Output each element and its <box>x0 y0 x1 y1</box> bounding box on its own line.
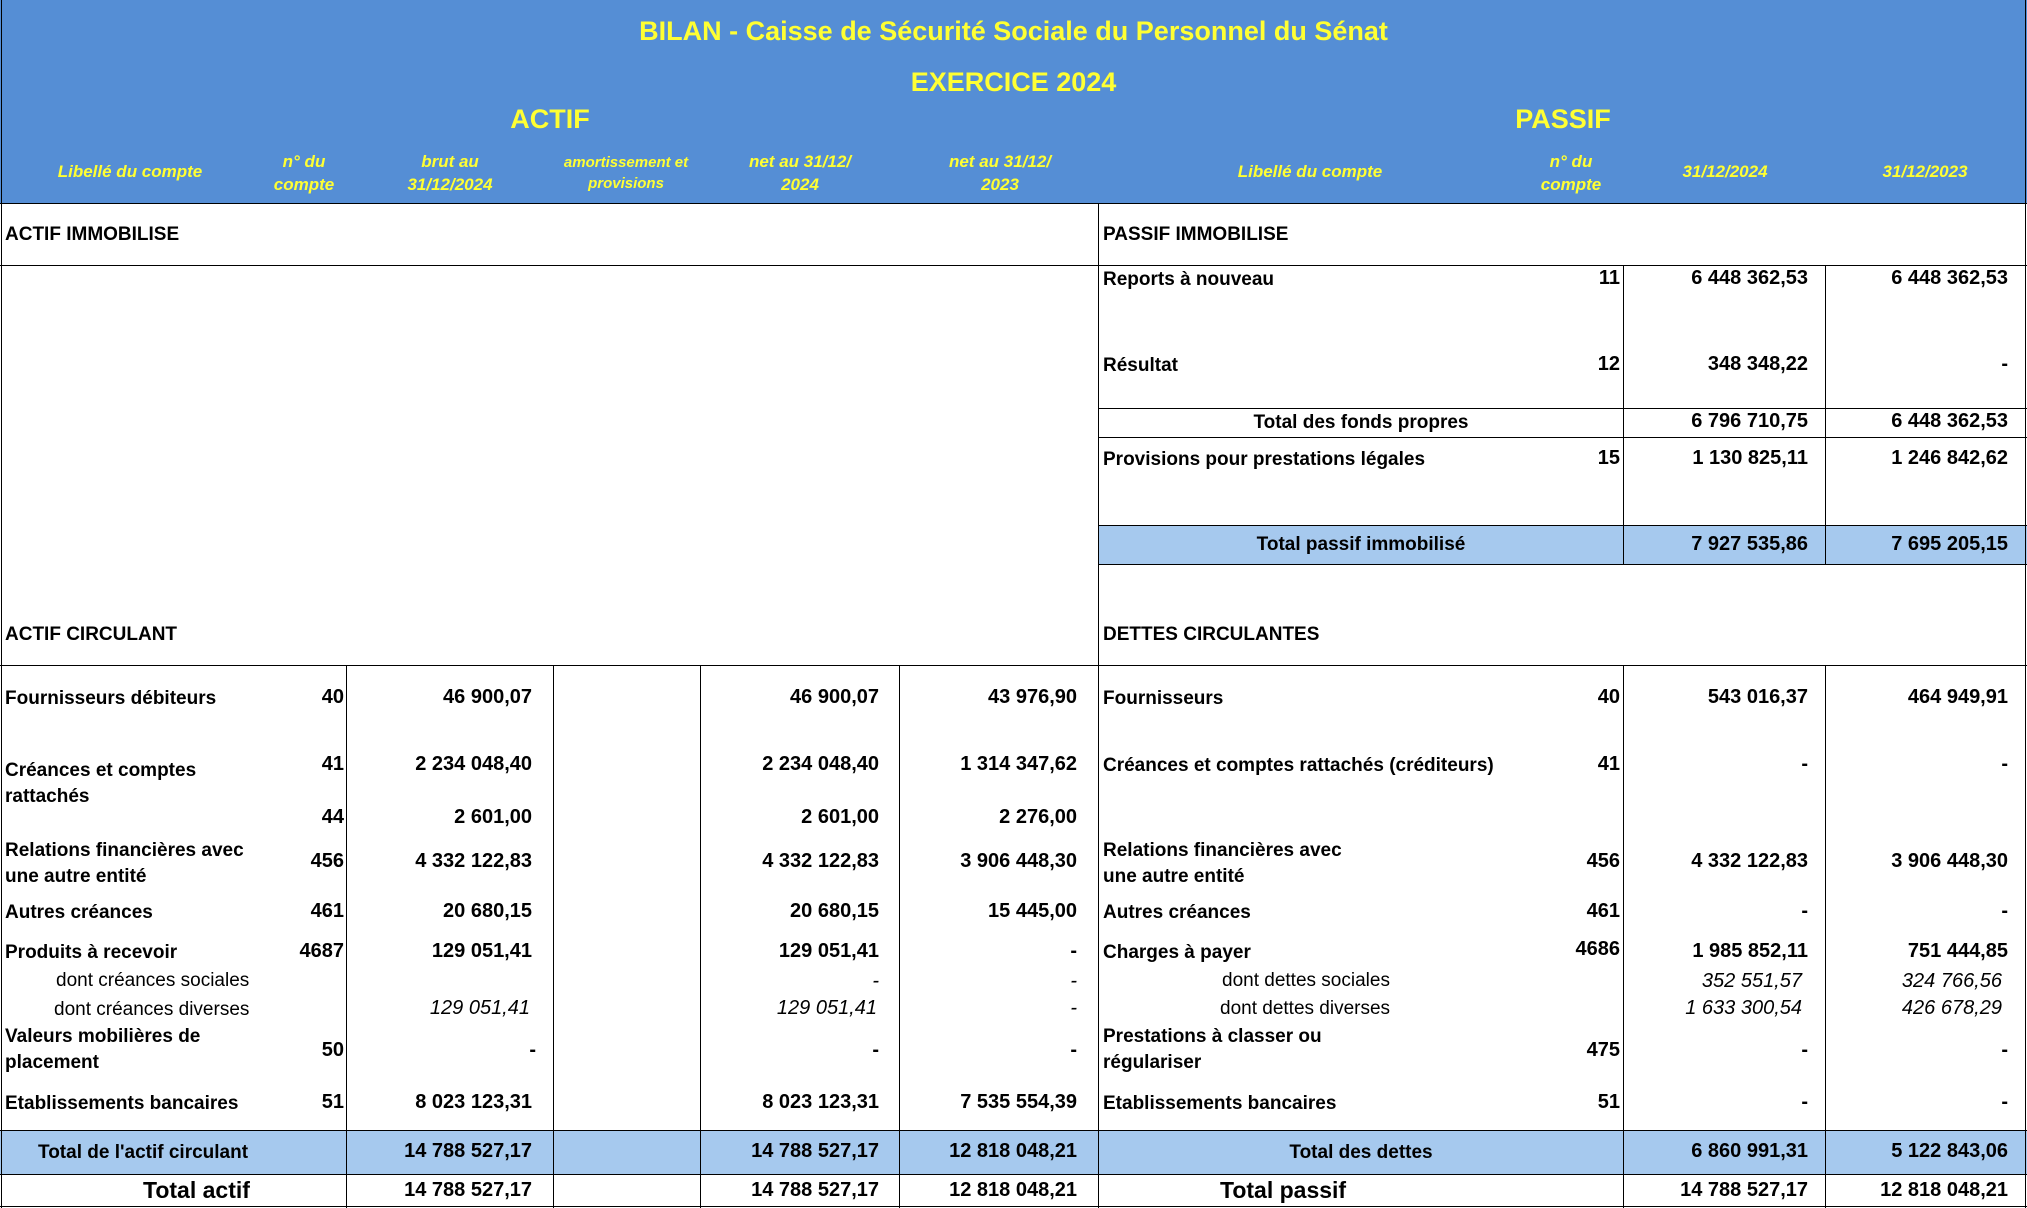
row-value-2023: 3 906 448,30 <box>1891 850 2008 872</box>
row-account-number: 456 <box>310 850 344 872</box>
row-value-2024: 1 633 300,54 <box>1685 997 1802 1019</box>
row-label: Autres créances <box>5 902 153 923</box>
row-label: Etablissements bancaires <box>1103 1093 1337 1114</box>
row-value-2023: 12 818 048,21 <box>1880 1179 2008 1201</box>
row-value-2023: - <box>2001 753 2008 775</box>
row-label: Total passif immobilisé <box>1256 534 1466 555</box>
row-label: Reports à nouveau <box>1103 269 1275 290</box>
col-header-numero-passif: n° du compte <box>1540 152 1602 194</box>
row-net-2024: - <box>872 970 879 992</box>
section-actif-immobilise: ACTIF IMMOBILISE <box>5 224 180 245</box>
row-net-2023: - <box>1070 940 1077 962</box>
row-value-2024: 348 348,22 <box>1707 353 1808 375</box>
row-label: Autres créances <box>1103 902 1251 923</box>
col-header-amortissement: amortissement et provisions <box>563 154 689 192</box>
row-value-2023: 464 949,91 <box>1907 686 2008 708</box>
row-value-2023: - <box>2001 1039 2008 1061</box>
row-label: Total des fonds propres <box>1253 412 1469 433</box>
col-header-2024: 31/12/2024 <box>1682 162 1768 181</box>
row-value-2024: - <box>1801 753 1808 775</box>
row-label: dont créances diverses <box>54 999 250 1020</box>
row-value-2023: 751 444,85 <box>1907 940 2008 962</box>
row-label: Prestations à classer ou régulariser <box>1103 1026 1322 1073</box>
row-value-2024: 4 332 122,83 <box>1691 850 1808 872</box>
row-net-2024: 2 601,00 <box>801 806 879 828</box>
row-account-number: 50 <box>321 1039 344 1061</box>
row-value-2024: 6 796 710,75 <box>1691 410 1808 432</box>
actif-title: ACTIF <box>510 104 590 134</box>
row-net-2023: - <box>1070 1039 1077 1061</box>
row-label: Relations financières avec une autre entité <box>5 840 244 887</box>
row-value-2024: 1 985 852,11 <box>1692 940 1808 962</box>
row-account-number: 41 <box>1597 753 1620 775</box>
col-header-net-2023: net au 31/12/ 2023 <box>948 152 1052 194</box>
row-value-2024: 1 130 825,11 <box>1692 447 1808 469</box>
row-value-2024: 543 016,37 <box>1707 686 1808 708</box>
row-net-2023: 3 906 448,30 <box>960 850 1077 872</box>
row-value-2023: 6 448 362,53 <box>1891 267 2008 289</box>
row-brut: 46 900,07 <box>443 686 532 708</box>
row-account-number: 475 <box>1586 1039 1620 1061</box>
row-label: Relations financières avec une autre entité <box>1103 840 1342 887</box>
row-value-2024: 14 788 527,17 <box>1680 1179 1808 1201</box>
row-account-number: 51 <box>321 1091 344 1113</box>
passif-title: PASSIF <box>1515 104 1611 134</box>
row-label: Fournisseurs débiteurs <box>5 688 217 709</box>
row-label: Fournisseurs <box>1103 688 1224 709</box>
row-value-2023: 426 678,29 <box>1901 997 2002 1019</box>
row-net-2024: 14 788 527,17 <box>751 1140 879 1162</box>
row-label: Résultat <box>1103 355 1178 376</box>
row-account-number: 15 <box>1597 447 1620 469</box>
row-label: Total passif <box>1220 1177 1347 1203</box>
col-header-libelle-passif: Libellé du compte <box>1237 162 1383 181</box>
col-header-libelle-actif: Libellé du compte <box>57 162 203 181</box>
row-net-2024: 8 023 123,31 <box>762 1091 879 1113</box>
row-account-number: 4687 <box>299 940 344 962</box>
row-brut: 14 788 527,17 <box>404 1179 532 1201</box>
row-account-number: 461 <box>1586 900 1620 922</box>
exercice-title: EXERCICE 2024 <box>910 67 1117 97</box>
col-header-brut: brut au 31/12/2024 <box>407 152 493 194</box>
row-net-2024: 129 051,41 <box>778 940 879 962</box>
row-net-2023: 2 276,00 <box>999 806 1077 828</box>
row-account-number: 12 <box>1597 353 1620 375</box>
row-label: Produits à recevoir <box>5 942 178 963</box>
row-net-2023: 12 818 048,21 <box>949 1179 1077 1201</box>
row-net-2023: 7 535 554,39 <box>960 1091 1077 1113</box>
row-net-2024: 46 900,07 <box>790 686 879 708</box>
row-label: Créances et comptes rattachés <box>5 760 197 807</box>
row-net-2024: - <box>872 1039 879 1061</box>
row-net-2023: 1 314 347,62 <box>960 753 1077 775</box>
row-label: dont dettes sociales <box>1222 970 1390 991</box>
row-account-number: 4686 <box>1575 938 1620 960</box>
row-net-2024: 129 051,41 <box>776 997 877 1019</box>
row-brut: 2 234 048,40 <box>415 753 532 775</box>
row-net-2023: 12 818 048,21 <box>949 1140 1077 1162</box>
row-brut: 129 051,41 <box>431 940 532 962</box>
row-value-2023: 6 448 362,53 <box>1891 410 2008 432</box>
row-value-2023: - <box>2001 1091 2008 1113</box>
col-header-net-2024: net au 31/12/ 2024 <box>748 152 852 194</box>
row-net-2023: - <box>1070 997 1077 1019</box>
row-value-2023: 5 122 843,06 <box>1891 1140 2008 1162</box>
row-value-2024: 6 448 362,53 <box>1691 267 1808 289</box>
row-account-number: 40 <box>1597 686 1620 708</box>
row-value-2024: 7 927 535,86 <box>1691 533 1808 555</box>
row-value-2024: - <box>1801 1091 1808 1113</box>
row-account-number: 11 <box>1598 267 1620 289</box>
row-label: Provisions pour prestations légales <box>1103 449 1426 470</box>
row-brut: - <box>529 1039 536 1061</box>
row-value-2024: 6 860 991,31 <box>1691 1140 1808 1162</box>
row-label: Total de l'actif circulant <box>38 1142 249 1163</box>
row-brut: 14 788 527,17 <box>404 1140 532 1162</box>
row-label: Etablissements bancaires <box>5 1093 239 1114</box>
row-net-2024: 20 680,15 <box>790 900 879 922</box>
row-net-2023: 43 976,90 <box>988 686 1077 708</box>
row-value-2023: 324 766,56 <box>1901 970 2002 992</box>
row-brut: 20 680,15 <box>443 900 532 922</box>
row-net-2024: 14 788 527,17 <box>751 1179 879 1201</box>
row-value-2023: - <box>2001 353 2008 375</box>
row-account-number: 41 <box>321 753 344 775</box>
row-brut: 129 051,41 <box>429 997 530 1019</box>
section-passif-immobilise: PASSIF IMMOBILISE <box>1103 224 1289 245</box>
row-account-number: 40 <box>321 686 344 708</box>
row-account-number: 461 <box>310 900 344 922</box>
row-net-2023: 15 445,00 <box>988 900 1077 922</box>
col-header-2023: 31/12/2023 <box>1882 162 1968 181</box>
row-label: Créances et comptes rattachés (créditeurs) <box>1103 755 1494 776</box>
row-account-number: 51 <box>1597 1091 1620 1113</box>
row-label: Total actif <box>143 1177 250 1203</box>
row-account-number: 44 <box>321 806 344 828</box>
row-account-number: 456 <box>1586 850 1620 872</box>
row-value-2024: - <box>1801 1039 1808 1061</box>
row-brut: 2 601,00 <box>454 806 532 828</box>
row-brut: 8 023 123,31 <box>415 1091 532 1113</box>
row-label: Valeurs mobilières de placement <box>5 1026 201 1073</box>
row-net-2024: 4 332 122,83 <box>762 850 879 872</box>
col-header-numero-actif: n° du compte <box>273 152 335 194</box>
row-label: dont dettes diverses <box>1220 998 1391 1019</box>
row-label: Charges à payer <box>1103 942 1251 963</box>
section-actif-circulant: ACTIF CIRCULANT <box>5 624 178 645</box>
row-brut: 4 332 122,83 <box>415 850 532 872</box>
row-value-2023: 7 695 205,15 <box>1891 533 2008 555</box>
row-value-2023: 1 246 842,62 <box>1891 447 2008 469</box>
row-value-2023: - <box>2001 900 2008 922</box>
row-value-2024: - <box>1801 900 1808 922</box>
row-net-2024: 2 234 048,40 <box>762 753 879 775</box>
row-label: Total des dettes <box>1289 1142 1433 1163</box>
row-value-2024: 352 551,57 <box>1701 970 1802 992</box>
row-label: dont créances sociales <box>56 970 250 991</box>
row-net-2023: - <box>1070 970 1077 992</box>
page-title: BILAN - Caisse de Sécurité Sociale du Personnel du Sénat <box>639 16 1388 46</box>
section-dettes-circulantes: DETTES CIRCULANTES <box>1103 624 1320 645</box>
